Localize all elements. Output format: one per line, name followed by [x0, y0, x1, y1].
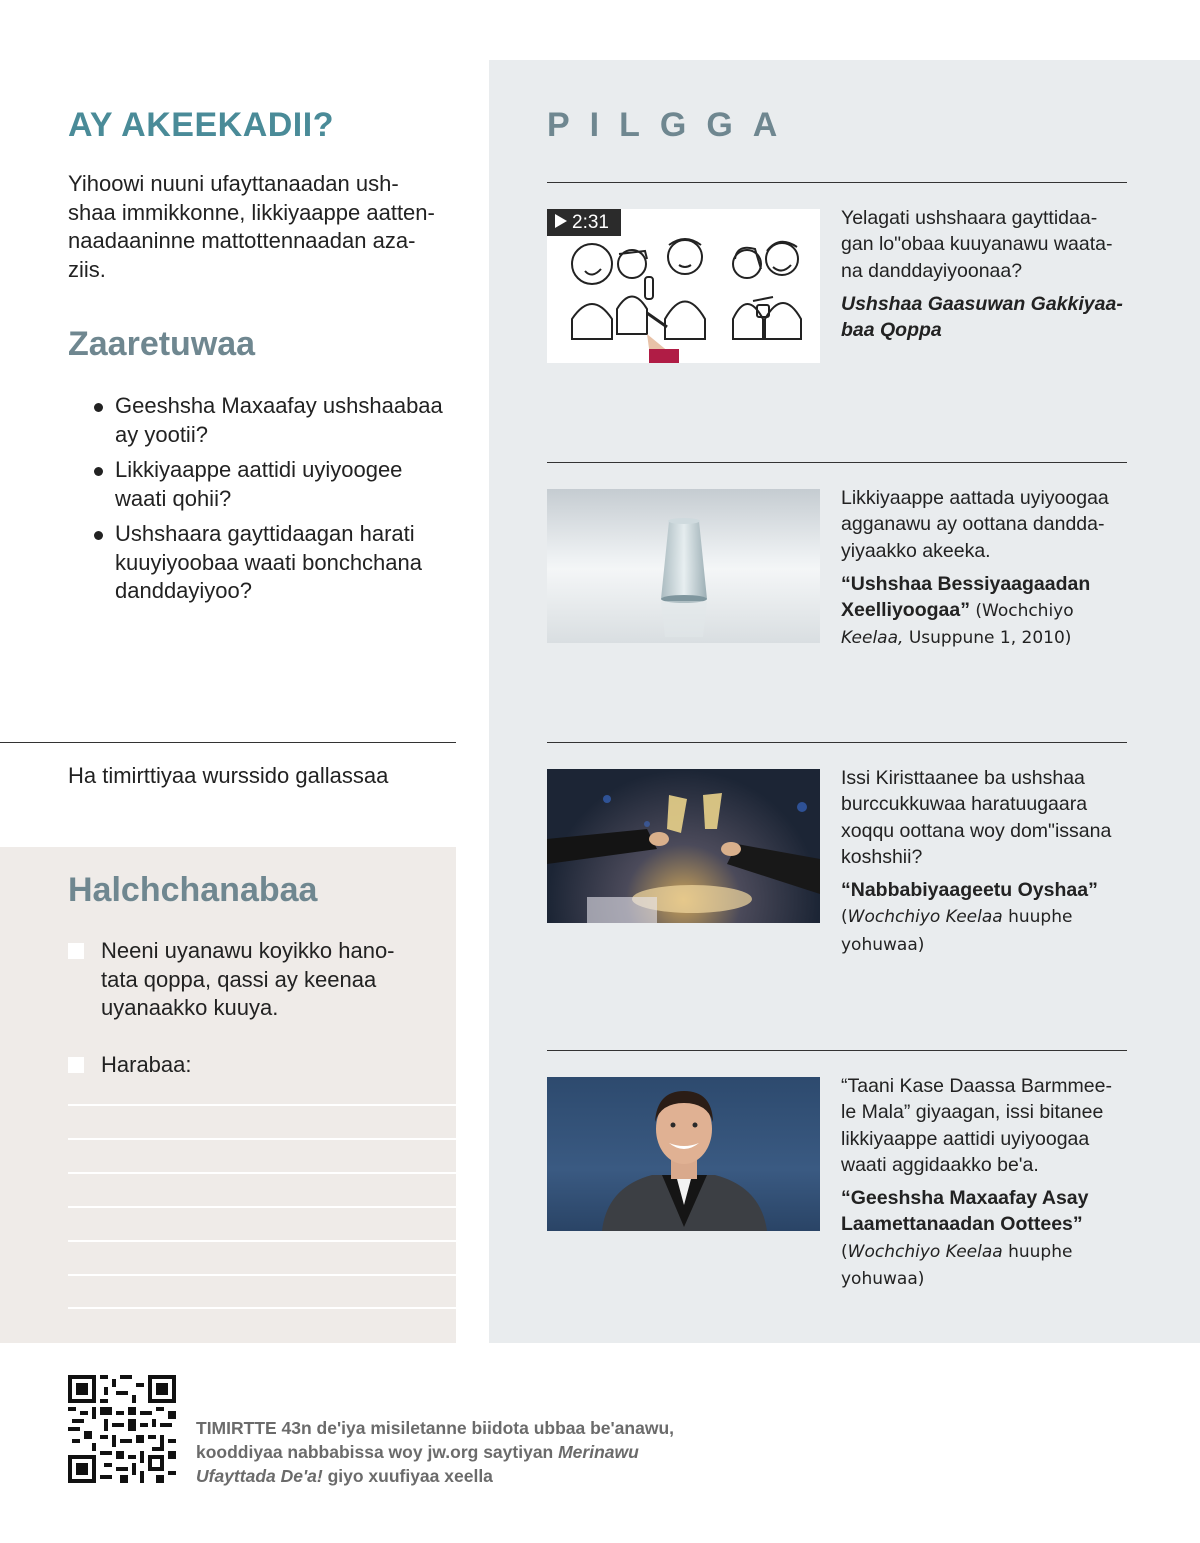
card-ref-source: (: [841, 907, 848, 928]
man-portrait-photo: [547, 1077, 820, 1231]
card-desc-line: xoqqu oottana woy dom"issana: [841, 819, 1112, 842]
summary-line: ziis.: [68, 256, 106, 282]
footer-note: [196, 1416, 696, 1488]
review-line: danddayiyoo?: [115, 578, 253, 603]
review-line: kuuyiyoobaa waati bonchchana: [115, 549, 423, 575]
card-description: [841, 765, 1131, 870]
card-ref-source: Wochchiyo Keelaa: [847, 907, 1003, 928]
goal-text: Harabaa:: [101, 1052, 192, 1077]
qr-code-icon[interactable]: [68, 1375, 176, 1483]
date-line-label: Ha timirttiyaa wurssido gallassaa: [68, 763, 389, 788]
divider: [547, 1050, 1127, 1051]
explore-title: PILGGA: [547, 106, 798, 144]
card-ref-source: (: [841, 1241, 848, 1262]
video-duration-badge: [547, 209, 621, 236]
goal-line: uyanaakko kuuya.: [101, 995, 279, 1020]
card-description: [841, 1073, 1131, 1178]
review-question: [94, 520, 464, 606]
goal-item: [68, 937, 428, 1023]
card-ref-source: Usuppune 1, 2010): [903, 628, 1072, 649]
card-desc-line: gan lo"obaa kuuyanawu waata-: [841, 233, 1113, 256]
review-line: waati qohii?: [115, 485, 232, 511]
upside-down-glass-image: [547, 489, 820, 643]
card-desc-line: burccukkuwaa haratuugaara: [841, 793, 1088, 816]
card-ref-source: Wochchiyo Keelaa: [847, 1241, 1003, 1262]
card-desc-line: Likkiyaappe aattada uyiyoogaa: [841, 487, 1109, 509]
card-ref-source: (Wochchiyo: [969, 601, 1074, 622]
card-desc-line: koshshii?: [841, 845, 923, 868]
goal-line: Neeni uyanawu koyikko hano-: [101, 938, 395, 963]
card-ref-source: yohuwaa): [841, 1269, 925, 1290]
summary-line: Yihoowi nuuni ufayttanaadan ush-: [68, 171, 399, 196]
card-desc-line: Yelagati ushshaara gayttidaa-: [841, 207, 1098, 229]
card-desc-line: agganawu ay oottana dandda-: [841, 513, 1105, 536]
card-reference-link[interactable]: [841, 877, 1131, 958]
footer-book-title: Merinawu: [558, 1442, 639, 1462]
glass-photo: [547, 489, 820, 643]
card-ref-title: “Nabbabiyaageetu Oyshaa”: [841, 879, 1098, 902]
summary-title: AY AKEEKADII?: [68, 106, 334, 144]
summary-text: [68, 170, 463, 284]
card-desc-line: waati aggidaakko be'a.: [841, 1153, 1039, 1176]
toast-photo: [547, 769, 820, 923]
divider: [547, 462, 1127, 463]
goal-checkbox[interactable]: [68, 1057, 84, 1073]
card-reference-link[interactable]: [841, 291, 1131, 344]
summary-line: naadaaninne mattottennaadan aza-: [68, 228, 416, 253]
card-desc-line: le Mala” giyaagan, issi bitanee: [841, 1101, 1104, 1124]
card-desc-line: “Taani Kase Daassa Barmmee-: [841, 1075, 1112, 1097]
card-ref-title: “Ushshaa Bessiyaagaadan: [841, 572, 1091, 595]
review-line: ay yootii?: [115, 421, 208, 447]
divider: [547, 182, 1127, 183]
card-desc-line: likkiyaappe aattidi uyiyoogaa: [841, 1127, 1090, 1150]
footer-line: kooddiyaa nabbabissa woy jw.org saytiyan: [196, 1442, 559, 1462]
card-ref-source: yohuwaa): [841, 934, 925, 955]
footer-line: giyo xuufiyaa xeella: [322, 1466, 493, 1486]
review-line: Geeshsha Maxaafay ushshaabaa: [115, 393, 443, 418]
card-desc-line: Issi Kiristtaanee ba ushshaa: [841, 767, 1085, 789]
review-line: Ushshaara gayttidaagan harati: [115, 521, 415, 546]
explore-card-text: [841, 1073, 1131, 1292]
write-in-line[interactable]: [68, 1307, 456, 1309]
footer-book-title: Ufayttada De'a!: [196, 1466, 323, 1486]
goals-title: Halchchanabaa: [68, 871, 318, 909]
card-ref-source: huuphe: [1002, 1241, 1073, 1262]
smiling-man-image: [547, 1077, 820, 1231]
card-ref-source: huuphe: [1002, 907, 1073, 928]
review-question: [94, 456, 464, 513]
video-duration: 2:31: [572, 212, 609, 233]
write-in-line[interactable]: [68, 1138, 456, 1140]
write-in-line[interactable]: [68, 1104, 456, 1106]
card-ref-line: baa Qoppa: [841, 319, 942, 342]
summary-line: shaa immikkonne, likkiyaappe aatten-: [68, 199, 435, 225]
card-desc-line: na danddayiyoonaa?: [841, 259, 1023, 282]
card-ref-title: Laamettanaadan Oottees”: [841, 1213, 1083, 1236]
write-in-line[interactable]: [68, 1172, 456, 1174]
goal-text: [68, 937, 428, 1023]
champagne-toast-image: [547, 769, 820, 923]
review-question: [94, 392, 464, 449]
review-title: Zaaretuwaa: [68, 325, 256, 363]
card-ref-line: Ushshaa Gaasuwan Gakkiyaa-: [841, 292, 1123, 315]
video-thumbnail[interactable]: [547, 209, 820, 363]
card-reference-link[interactable]: [841, 1185, 1131, 1292]
card-description: [841, 485, 1131, 564]
card-ref-title: Xeelliyoogaa”: [841, 599, 970, 622]
video-play-icon: [555, 214, 567, 228]
review-list: [94, 392, 464, 613]
card-reference-link[interactable]: [841, 571, 1131, 652]
card-ref-source: Keelaa,: [841, 628, 904, 649]
card-ref-title: “Geeshsha Maxaafay Asay: [841, 1187, 1089, 1210]
goal-line: tata qoppa, qassi ay keenaa: [101, 966, 377, 992]
explore-card-text: [841, 485, 1131, 652]
write-in-line[interactable]: [68, 1206, 456, 1208]
goal-checkbox[interactable]: [68, 943, 84, 959]
footer-line: TIMIRTTE 43n de'iya misiletanne biidota ubbaa be'anawu,: [196, 1418, 674, 1438]
explore-card-text: [841, 765, 1131, 958]
goal-item: [68, 1051, 428, 1080]
explore-card-text: [841, 205, 1131, 343]
review-line: Likkiyaappe aattidi uyiyoogee: [115, 457, 403, 482]
write-in-line[interactable]: [68, 1240, 456, 1242]
card-description: [841, 205, 1131, 284]
divider: [0, 742, 456, 743]
divider: [547, 742, 1127, 743]
card-desc-line: yiyaakko akeeka.: [841, 539, 991, 562]
write-in-line[interactable]: [68, 1274, 456, 1276]
goals-panel: [0, 847, 456, 1343]
